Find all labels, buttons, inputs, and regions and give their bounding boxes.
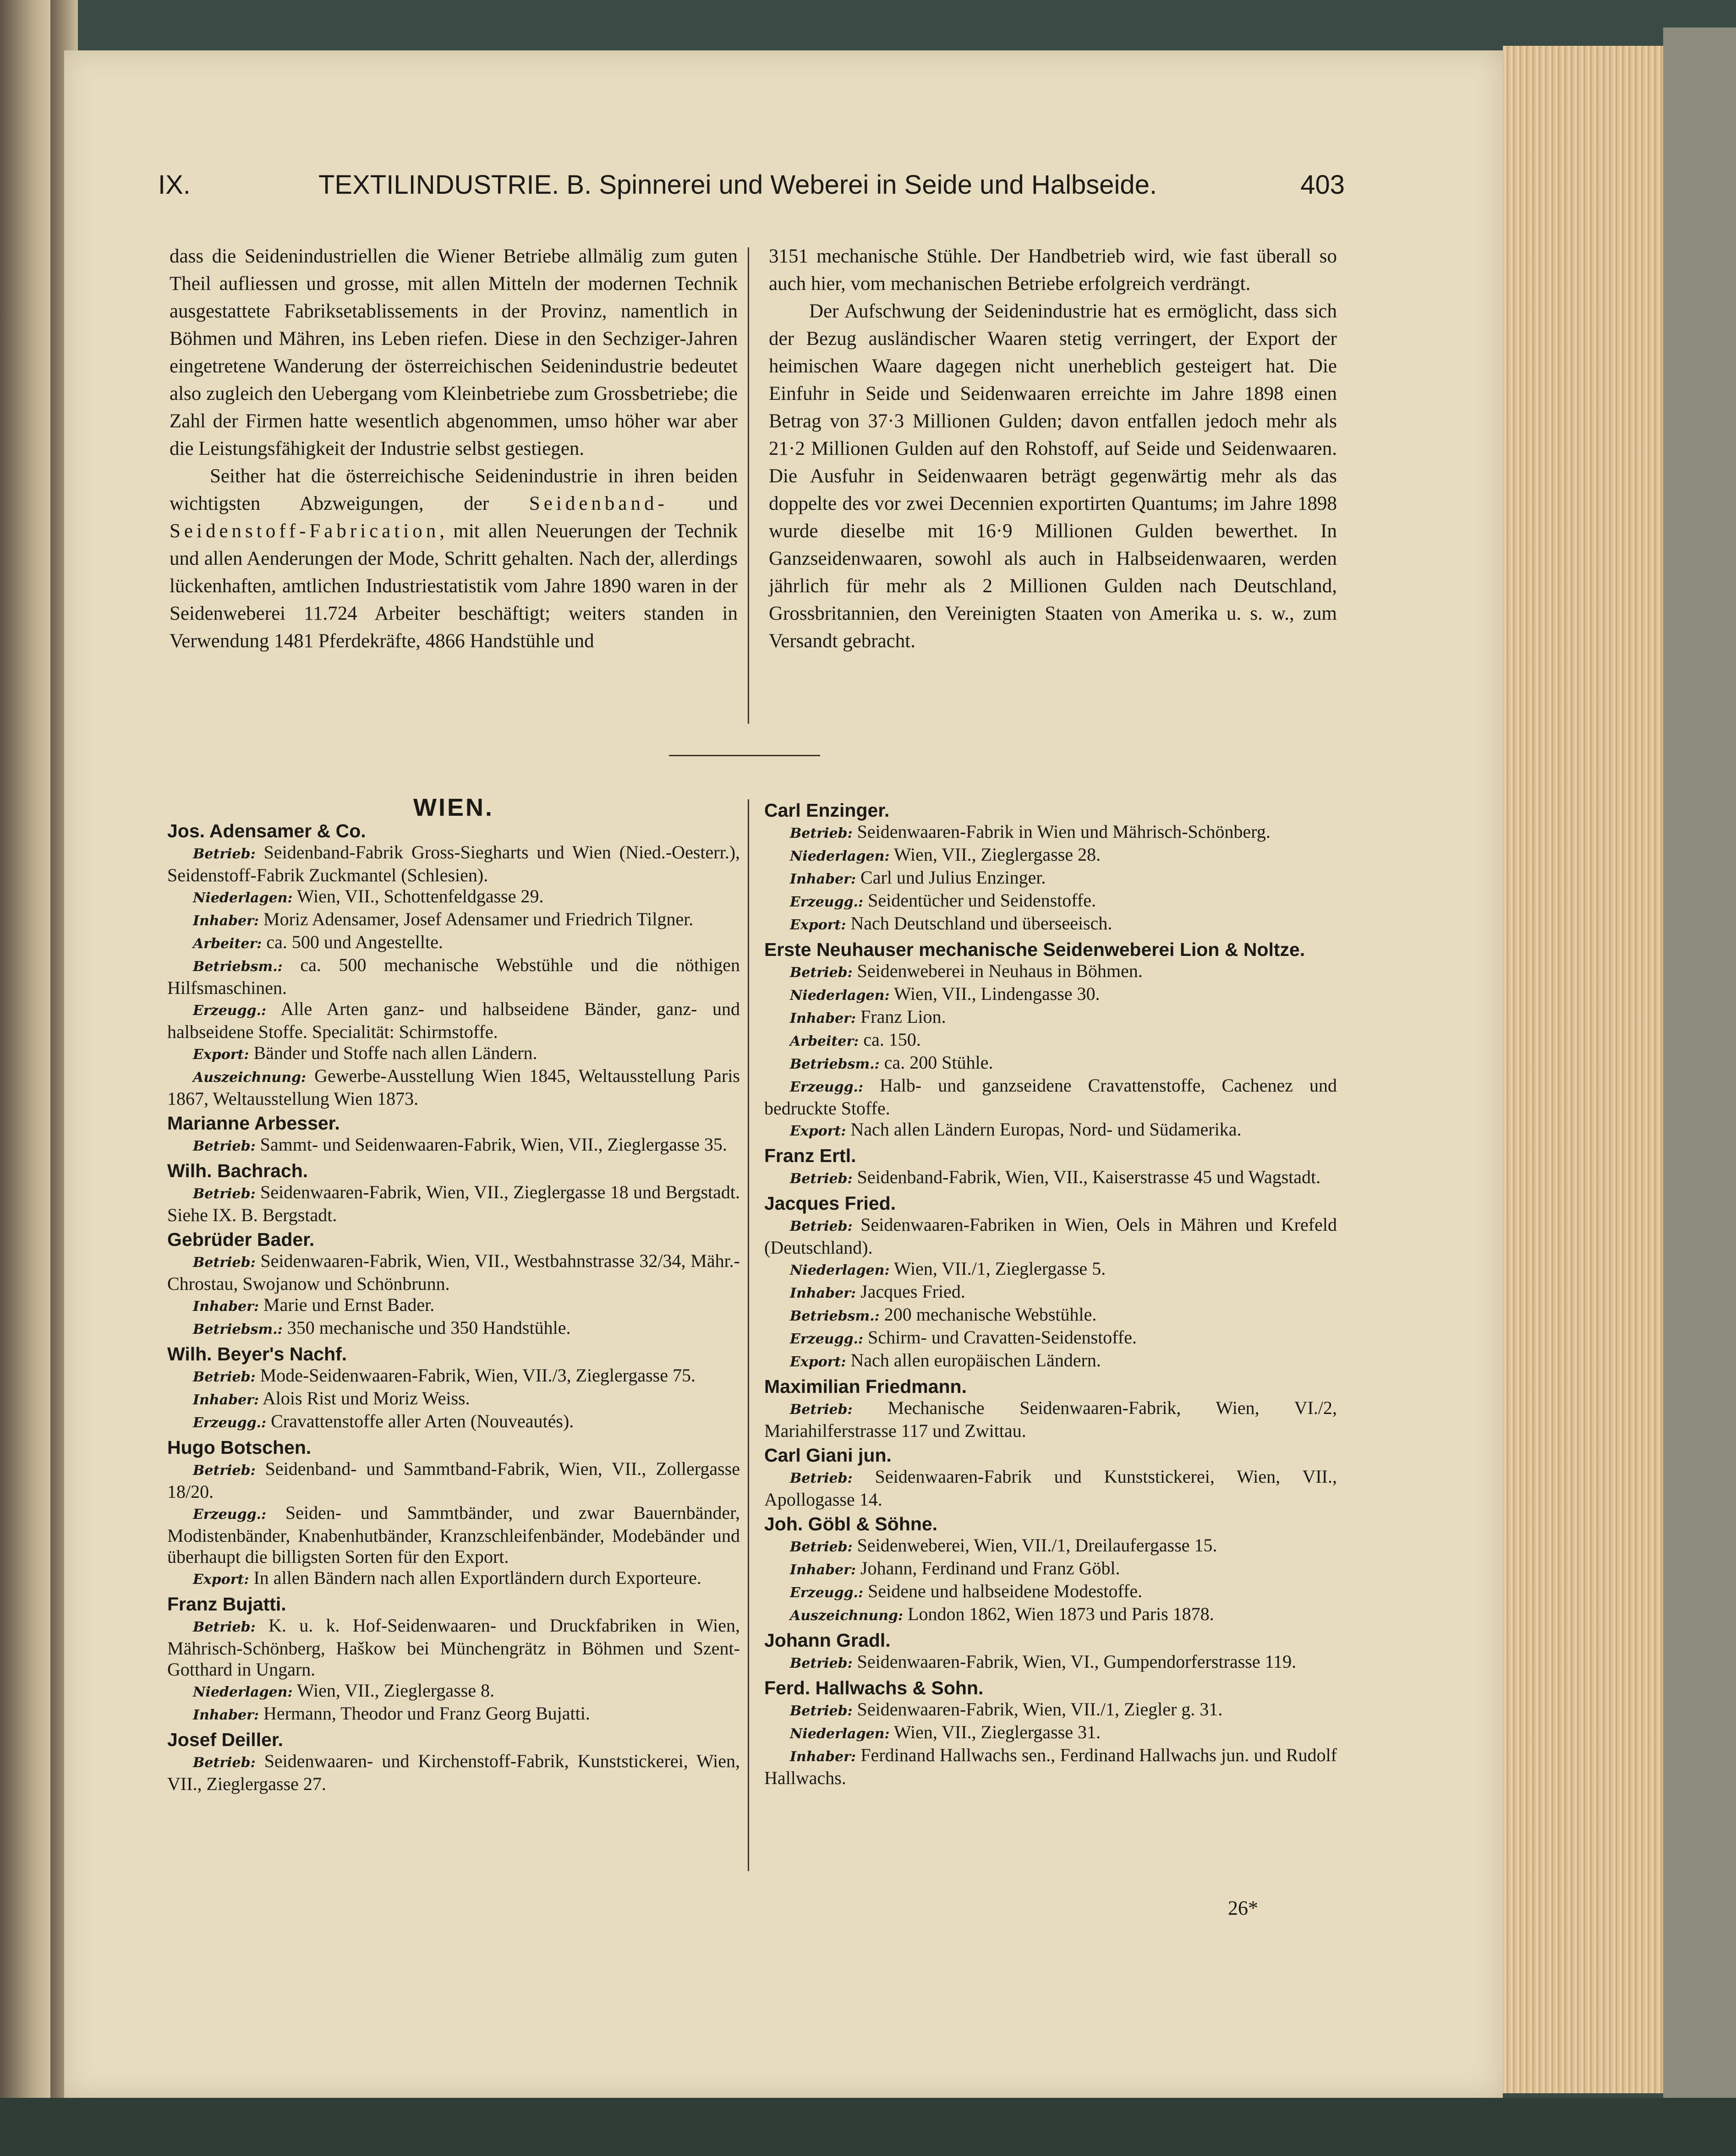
detail-text: Wien, VII., Lindengasse 30.: [893, 983, 1100, 1004]
detail-text: Alois Rist und Moriz Weiss.: [262, 1388, 470, 1408]
entry-detail: [167, 1751, 740, 1795]
detail-label: Betriebsm.:: [193, 1321, 283, 1337]
directory-entry: [167, 1436, 740, 1590]
detail-label: Inhaber:: [193, 1299, 259, 1315]
paragraph: Der Aufschwung der Seidenindustrie hat es ermöglicht, dass sich der Bezug ausländischer Waaren stetig verringert, der Export der heimischen Waare dagegen nicht unerheblich gesteigert hat. Die Einfuhr in Seide und Seidenwaaren erreichte im Jahre 1898 einen Betrag von 37·3 Millionen Gulden; davon entfallen jedoch mehr als 21·2 Millionen Gulden auf den Rohstoff, auf Seide und Seidenwaaren. Die Ausfuhr in Seidenwaaren beträgt gegenwärtig mehr als das doppelte des vor zwei Decennien exportirten Quantums; im Jahre 1898 wurde dieselbe mit 16·9 Millionen Gulden bewerthet. In Ganzseidenwaaren, sowohl als auch in Halbseidenwaaren, werden jährlich für mehr als 2 Millionen Gulden nach Deutschland, Grossbritannien, den Vereinigten Staaten von Amerika u. s. w., zum Versandt gebracht.: [769, 300, 1337, 652]
detail-label: Erzeugg.:: [193, 1506, 267, 1523]
entry-detail: [167, 1567, 740, 1590]
detail-text: Moriz Adensamer, Josef Adensamer und Friedrich Tilgner.: [263, 909, 694, 929]
detail-label: Inhaber:: [790, 1010, 856, 1026]
entry-detail: [167, 1703, 740, 1726]
directory-entry: [764, 799, 1337, 936]
directory-entry: [764, 1444, 1337, 1510]
firm-name: Gebrüder Bader.: [167, 1229, 315, 1250]
previous-page-edge: [0, 0, 55, 2156]
detail-label: Inhaber:: [193, 913, 259, 929]
detail-text: Wien, VII., Zieglergasse 28.: [893, 844, 1101, 865]
detail-text: Bänder und Stoffe nach allen Ländern.: [253, 1043, 537, 1063]
detail-text: Seidenwaaren-Fabrik, Wien, VII., Westbahnstrasse 32/34, Mähr.-Chrostau, Swojanow und Schönbrunn.: [167, 1250, 740, 1294]
detail-text: ca. 200 Stühle.: [884, 1052, 993, 1073]
detail-text: In allen Bändern nach allen Exportländern durch Exporteure.: [253, 1567, 701, 1588]
detail-text: 350 mechanische und 350 Handstühle.: [287, 1317, 571, 1338]
detail-text: Nach Deutschland und überseeisch.: [850, 913, 1112, 933]
firm-name: Jacques Fried.: [764, 1193, 896, 1214]
detail-label: Niederlagen:: [790, 848, 890, 864]
detail-label: Arbeiter:: [193, 936, 262, 952]
entry-detail: [764, 1167, 1337, 1190]
detail-label: Erzeugg.:: [790, 1079, 864, 1095]
detail-label: Niederlagen:: [790, 1726, 890, 1742]
signature-mark: 26*: [1228, 1897, 1258, 1919]
detail-text: Ferdinand Hallwachs sen., Ferdinand Hallwachs jun. und Rudolf Hallwachs.: [764, 1745, 1337, 1788]
entry-detail: [764, 1604, 1337, 1627]
spaced-term: Seidenband-: [529, 493, 668, 514]
detail-label: Betrieb:: [790, 1402, 853, 1418]
entry-detail: [167, 1680, 740, 1703]
detail-text: Jacques Fried.: [860, 1281, 965, 1302]
entry-detail: [764, 867, 1337, 890]
detail-label: Betrieb:: [790, 1171, 853, 1187]
directory-entry: [167, 1228, 740, 1340]
detail-text: Alle Arten ganz- und halbseidene Bänder, ganz- und halbseidene Stoffe. Specialität: Schirmstoffe.: [167, 999, 740, 1042]
entry-detail: [167, 932, 740, 955]
detail-label: Export:: [193, 1047, 249, 1063]
detail-label: Betriebsm.:: [193, 959, 283, 975]
detail-text: Seidene und halbseidene Modestoffe.: [868, 1581, 1143, 1601]
running-title: TEXTILINDUSTRIE. B. Spinnerei und Weberei in Seide und Halbseide.: [318, 170, 1157, 200]
directory-entry: [764, 939, 1337, 1142]
directory-entry: [764, 1375, 1337, 1441]
entry-detail: [764, 961, 1337, 983]
entry-detail: [764, 1466, 1337, 1510]
background: [0, 2098, 1736, 2156]
detail-text: Seidenwaaren-Fabrik, Wien, VII./1, Ziegler g. 31.: [857, 1699, 1223, 1719]
paragraph: dass die Seidenindustriellen die Wiener Betriebe allmälig zum guten Theil aufliessen und grosse, mit allen Mitteln der modernen Technik ausgestattete Fabriksetablissements in der Provinz, namentlich in Böhmen und Mähren, ins Leben riefen. Diese in den Sechziger-Jahren eingetretene Wanderung der österreichischen Seidenindustrie bedeutet also zugleich den Uebergang vom Kleinbetriebe zum Grossbetriebe; die Zahl der Firmen hatte wesentlich abgenommen, umso höher war aber die Leistungsfähigkeit der Industrie selbst gestiegen.: [170, 246, 738, 459]
detail-text: Seidentücher und Seidenstoffe.: [868, 890, 1096, 911]
firm-name: Hugo Botschen.: [167, 1437, 312, 1458]
detail-label: Betriebsm.:: [790, 1056, 880, 1072]
firm-name: Wilh. Beyer's Nachf.: [167, 1343, 347, 1365]
firm-name: Josef Deiller.: [167, 1729, 283, 1750]
detail-label: Erzeugg.:: [790, 1585, 864, 1601]
detail-label: Export:: [790, 1354, 846, 1370]
detail-text: Seidenweberei, Wien, VII./1, Dreilaufergasse 15.: [857, 1535, 1217, 1556]
detail-label: Betrieb:: [790, 1703, 853, 1719]
directory-entry: [764, 1677, 1337, 1789]
section-number: IX.: [158, 170, 191, 200]
entry-detail: [167, 1065, 740, 1109]
intro-left-column: [170, 243, 738, 655]
entry-detail: [167, 1043, 740, 1065]
entry-detail: [167, 1182, 740, 1226]
detail-label: Auszeichnung:: [790, 1608, 904, 1624]
detail-text: Seidenwaaren-Fabrik in Wien und Mährisch-Schönberg.: [857, 821, 1271, 842]
firm-name: Erste Neuhauser mechanische Seidenweberei Lion & Noltze.: [764, 939, 1305, 960]
book-cover-edge: [1663, 27, 1736, 2134]
detail-text: ca. 500 mechanische Webstühle und die nöthigen Hilfsmaschinen.: [167, 955, 740, 998]
detail-label: Inhaber:: [790, 871, 856, 887]
directory-right-column: [764, 799, 1337, 1791]
detail-text: 200 mechanische Webstühle.: [884, 1304, 1097, 1325]
running-header: [158, 169, 1345, 211]
text-run: und: [668, 493, 738, 514]
entry-detail: [764, 1029, 1337, 1052]
firm-name: Carl Giani jun.: [764, 1445, 892, 1466]
detail-label: Betrieb:: [790, 965, 853, 981]
entry-detail: [764, 1214, 1337, 1258]
detail-text: Seidenwaaren-Fabrik, Wien, VII., Zieglergasse 18 und Bergstadt. Siehe IX. B. Bergstadt.: [167, 1182, 740, 1225]
detail-label: Inhaber:: [193, 1707, 259, 1723]
directory-entry: [167, 1160, 740, 1226]
entry-detail: [167, 1411, 740, 1434]
detail-text: Wien, VII., Zieglergasse 8.: [296, 1680, 495, 1701]
detail-label: Erzeugg.:: [193, 1003, 267, 1019]
detail-text: Wien, VII., Zieglergasse 31.: [893, 1722, 1101, 1742]
paragraph: [170, 463, 738, 655]
detail-text: Nach allen Ländern Europas, Nord- und Südamerika.: [850, 1119, 1242, 1140]
detail-text: Sammt- und Seidenwaaren-Fabrik, Wien, VII., Zieglergasse 35.: [260, 1134, 727, 1155]
paragraph: 3151 mechanische Stühle. Der Handbetrieb wird, wie fast überall so auch hier, vom mechanischen Betriebe erfolgreich verdrängt.: [769, 246, 1337, 295]
firm-name: Ferd. Hallwachs & Sohn.: [764, 1677, 984, 1698]
detail-label: Arbeiter:: [790, 1033, 859, 1049]
page-edges: [1503, 46, 1663, 2093]
detail-label: Niederlagen:: [790, 988, 890, 1004]
directory-entry: [167, 1593, 740, 1726]
entry-detail: [764, 1075, 1337, 1119]
detail-label: Betrieb:: [193, 1755, 256, 1771]
firm-name: Joh. Göbl & Söhne.: [764, 1513, 938, 1534]
firm-name: Wilh. Bachrach.: [167, 1160, 308, 1181]
directory-entry: [764, 1629, 1337, 1674]
entry-detail: [764, 1304, 1337, 1327]
entry-detail: [167, 909, 740, 932]
entry-detail: [764, 1258, 1337, 1281]
entry-detail: [764, 1745, 1337, 1789]
detail-label: Inhaber:: [790, 1285, 856, 1301]
entry-detail: [167, 1134, 740, 1157]
detail-text: Mechanische Seidenwaaren-Fabrik, Wien, VI./2, Mariahilferstrasse 117 und Zwittau.: [764, 1397, 1337, 1441]
entry-detail: [764, 1699, 1337, 1722]
detail-label: Betrieb:: [790, 1470, 853, 1486]
detail-label: Betrieb:: [790, 825, 853, 841]
directory-entry: [167, 1729, 740, 1795]
detail-text: Marie und Ernst Bader.: [263, 1294, 435, 1315]
detail-text: Seiden- und Sammtbänder, und zwar Bauernbänder, Modistenbänder, Knabenhutbänder, Kranzschleifenbänder, Modebänder und überhaupt die billigsten Sorten für den Export.: [167, 1502, 740, 1567]
detail-text: Seidenwaaren-Fabrik und Kunststickerei, Wien, VII., Apollogasse 14.: [764, 1466, 1337, 1510]
detail-text: Seidenweberei in Neuhaus in Böhmen.: [857, 961, 1143, 981]
detail-label: Export:: [790, 1123, 846, 1139]
entry-detail: [167, 1317, 740, 1340]
entry-detail: [764, 1581, 1337, 1604]
detail-label: Erzeugg.:: [790, 894, 864, 910]
entry-detail: [167, 886, 740, 909]
detail-label: Export:: [193, 1572, 249, 1588]
page-number: 403: [1300, 170, 1345, 200]
directory-entry: [167, 1343, 740, 1434]
firm-name: Carl Enzinger.: [764, 800, 890, 821]
entry-detail: [167, 1388, 740, 1411]
firm-name: Maximilian Friedmann.: [764, 1376, 967, 1397]
entry-detail: [764, 890, 1337, 913]
detail-text: Wien, VII./1, Zieglergasse 5.: [893, 1258, 1106, 1279]
intro-right-column: [769, 243, 1337, 655]
entry-detail: [167, 955, 740, 999]
detail-text: Seidenwaaren- und Kirchenstoff-Fabrik, Kunststickerei, Wien, VII., Zieglergasse 27.: [167, 1751, 740, 1794]
detail-text: Seidenband-Fabrik, Wien, VII., Kaiserstrasse 45 und Wagstadt.: [857, 1167, 1321, 1187]
detail-label: Erzeugg.:: [193, 1415, 267, 1431]
detail-text: Wien, VII., Schottenfeldgasse 29.: [296, 886, 544, 906]
detail-label: Betriebsm.:: [790, 1308, 880, 1324]
entry-detail: [167, 1294, 740, 1317]
text-run: , mit allen Neuerungen der Technik und allen Aenderungen der Mode, Schritt gehalten. Nach der, allerdings lückenhaften, amtlichen Industriestatistik vom Jahre 1890 waren in der Seidenweberei 11.724 Arbeiter beschäftigt; weiters standen in Verwendung 1481 Pferdekräfte, 4866 Handstühle und: [170, 520, 738, 652]
entry-detail: [764, 1558, 1337, 1581]
column-rule: [748, 247, 749, 724]
text-run: Seither hat die österreichische Seidenindustrie in ihren beiden wichtigsten Abzweigungen, der: [170, 465, 738, 514]
entry-detail: [764, 1651, 1337, 1674]
detail-label: Betrieb:: [193, 1369, 256, 1385]
entry-detail: [167, 1502, 740, 1567]
directory-entry: [167, 820, 740, 1109]
detail-label: Niederlagen:: [193, 890, 293, 906]
entry-detail: [167, 1458, 740, 1502]
detail-text: Cravattenstoffe aller Arten (Nouveautés).: [271, 1411, 574, 1431]
section-divider: [669, 755, 820, 756]
detail-text: Seidenwaaren-Fabriken in Wien, Oels in Mähren und Krefeld (Deutschland).: [764, 1214, 1337, 1258]
detail-label: Betrieb:: [790, 1539, 853, 1555]
firm-name: Franz Bujatti.: [167, 1594, 286, 1615]
detail-text: Gewerbe-Ausstellung Wien 1845, Weltausstellung Paris 1867, Weltausstellung Wien 1873.: [167, 1065, 740, 1109]
detail-label: Inhaber:: [790, 1749, 856, 1765]
detail-text: Halb- und ganzseidene Cravattenstoffe, Cachenez und bedruckte Stoffe.: [764, 1075, 1337, 1119]
detail-label: Inhaber:: [790, 1562, 856, 1578]
detail-label: Betrieb:: [790, 1655, 853, 1671]
directory-entry: [167, 1112, 740, 1157]
entry-detail: [764, 1119, 1337, 1142]
directory-entry: [764, 1513, 1337, 1627]
entry-detail: [764, 1281, 1337, 1304]
entry-detail: [167, 1615, 740, 1680]
detail-label: Betrieb:: [193, 1138, 256, 1154]
detail-text: Hermann, Theodor und Franz Georg Bujatti.: [263, 1703, 590, 1724]
directory-entry: [764, 1145, 1337, 1190]
entry-detail: [167, 1365, 740, 1388]
firm-name: Marianne Arbesser.: [167, 1113, 340, 1134]
detail-label: Erzeugg.:: [790, 1331, 864, 1347]
directory-entry: [764, 1192, 1337, 1373]
detail-label: Niederlagen:: [790, 1262, 890, 1278]
entry-detail: [764, 844, 1337, 867]
entry-detail: [764, 1052, 1337, 1075]
column-rule: [748, 799, 749, 1871]
city-heading: WIEN.: [413, 794, 494, 821]
detail-text: Mode-Seidenwaaren-Fabrik, Wien, VII./3, Zieglergasse 75.: [260, 1365, 695, 1386]
detail-text: Carl und Julius Enzinger.: [860, 867, 1046, 888]
detail-text: Seidenband-Fabrik Gross-Siegharts und Wien (Nied.-Oesterr.), Seidenstoff-Fabrik Zuckmantel (Schlesien).: [167, 842, 740, 885]
entry-detail: [764, 1350, 1337, 1373]
directory-left-column: [167, 794, 740, 1797]
firm-name: Franz Ertl.: [764, 1145, 856, 1166]
entry-detail: [764, 821, 1337, 844]
entry-detail: [764, 1327, 1337, 1350]
entry-detail: [167, 999, 740, 1043]
detail-text: Seidenwaaren-Fabrik, Wien, VI., Gumpendorferstrasse 119.: [857, 1651, 1297, 1672]
detail-label: Export:: [790, 917, 846, 933]
detail-label: Betrieb:: [790, 1218, 853, 1234]
entry-detail: [764, 1397, 1337, 1441]
firm-name: Johann Gradl.: [764, 1630, 891, 1651]
detail-text: Nach allen europäischen Ländern.: [850, 1350, 1101, 1370]
entry-detail: [764, 1722, 1337, 1745]
detail-label: Auszeichnung:: [193, 1070, 307, 1086]
entry-detail: [167, 1250, 740, 1294]
detail-text: Schirm- und Cravatten-Seidenstoffe.: [868, 1327, 1137, 1348]
detail-text: Seidenband- und Sammtband-Fabrik, Wien, VII., Zollergasse 18/20.: [167, 1458, 740, 1502]
detail-text: ca. 500 und Angestellte.: [266, 932, 443, 952]
detail-label: Betrieb:: [193, 1255, 256, 1271]
firm-name: Jos. Adensamer & Co.: [167, 820, 366, 841]
entry-detail: [764, 1535, 1337, 1558]
detail-label: Inhaber:: [193, 1392, 259, 1408]
entry-detail: [167, 842, 740, 886]
detail-label: Betrieb:: [193, 1463, 256, 1479]
detail-label: Betrieb:: [193, 846, 256, 862]
detail-text: London 1862, Wien 1873 und Paris 1878.: [908, 1604, 1214, 1624]
entry-detail: [764, 983, 1337, 1006]
detail-text: K. u. k. Hof-Seidenwaaren- und Druckfabriken in Wien, Mährisch-Schönberg, Haškow bei Münchengrätz in Böhmen und Szent-Gotthard in Ungarn.: [167, 1615, 740, 1680]
detail-label: Betrieb:: [193, 1619, 256, 1635]
entry-detail: [764, 913, 1337, 936]
detail-text: ca. 150.: [863, 1029, 921, 1050]
detail-label: Niederlagen:: [193, 1684, 293, 1700]
detail-text: Franz Lion.: [860, 1006, 946, 1027]
detail-text: Johann, Ferdinand und Franz Göbl.: [860, 1558, 1120, 1578]
detail-label: Betrieb:: [193, 1186, 256, 1202]
spaced-term: Seidenstoff-Fabrication: [170, 520, 440, 542]
entry-detail: [764, 1006, 1337, 1029]
